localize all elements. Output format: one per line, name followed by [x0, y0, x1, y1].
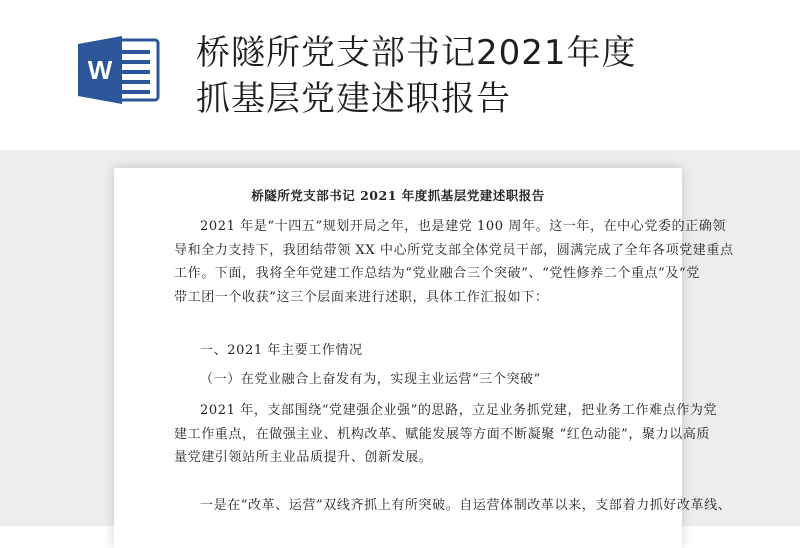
word-icon: [76, 34, 164, 106]
text-line: 导和全力支持下，我团结带领 XX 中心所党支部全体党员干部，圆满完成了全年各项党建重点: [174, 242, 734, 258]
document-title: 桥隧所党支部书记 2021 年度抓基层党建述职报告: [251, 188, 545, 203]
header: [0, 0, 800, 150]
text-line: 工作。下面，我将全年党建工作总结为“党业融合三个突破”、“党性修养二个重点”及“党: [174, 266, 700, 281]
text-line: 量党建引领站所主业品质提升、创新发展。: [174, 450, 433, 465]
page-title: [196, 30, 786, 122]
text-line: （一）在党业融合上奋发有为，实现主业运营“三个突破”: [200, 372, 541, 387]
text-line: 带工团一个收获”这三个层面来进行述职，具体工作汇报如下：: [174, 289, 549, 305]
text-line: 2021 年，支部围绕“党建强企业强”的思路，立足业务抓党建，把业务工作难点作为党: [200, 403, 718, 418]
title-line: 桥隧所党支部书记2021年度: [196, 33, 637, 73]
paragraph: [174, 494, 732, 518]
section-heading: [174, 339, 654, 363]
paragraph: [174, 399, 718, 470]
text-line: 建工作重点，在做强主业、机构改革、赋能发展等方面不断凝聚 “红色动能”，聚力以高质: [174, 426, 711, 442]
svg-text:W: W: [87, 55, 113, 85]
subsection-heading: [174, 368, 654, 392]
text-line: 2021 年是“十四五”规划开局之年，也是建党 100 周年。这一年，在中心党委的正确领: [200, 219, 726, 234]
text-line: 一、2021 年主要工作情况: [200, 343, 363, 358]
title-line: 抓基层党建述职报告: [196, 79, 511, 119]
paragraph: [174, 215, 734, 309]
document-page[interactable]: [114, 168, 734, 548]
text-line: 一是在“改革、运营”双线齐抓上有所突破。自运营体制改革以来，支部着力抓好改革线、: [200, 498, 732, 513]
